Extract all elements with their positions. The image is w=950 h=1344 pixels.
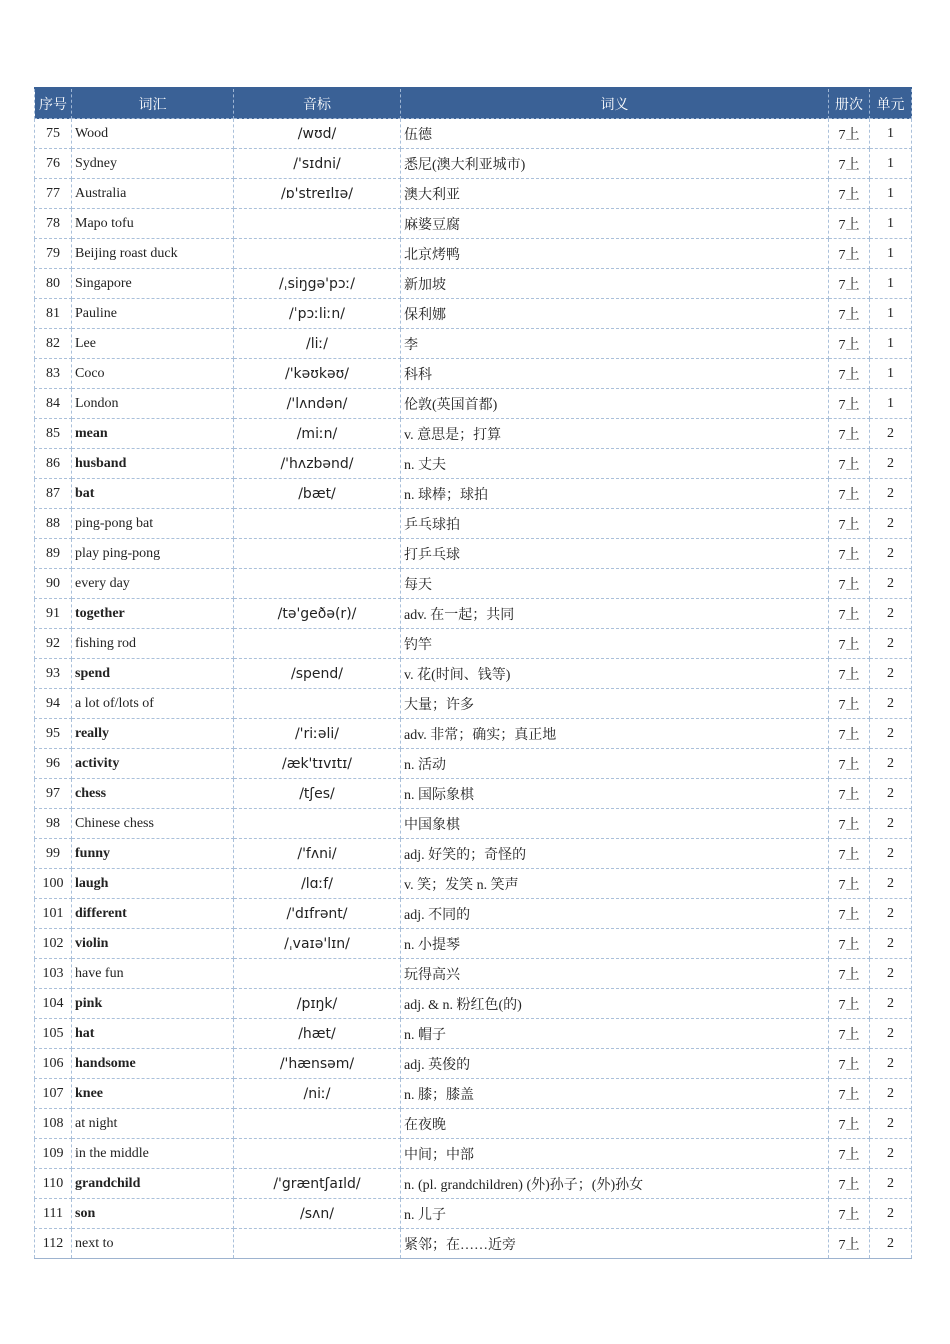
row-meaning: adj. 不同的 xyxy=(401,899,829,929)
row-unit: 2 xyxy=(870,599,912,629)
row-phonetic: /lɑːf/ xyxy=(234,869,401,899)
row-meaning: 钓竿 xyxy=(401,629,829,659)
row-phonetic xyxy=(234,959,401,989)
table-row xyxy=(35,1229,912,1259)
row-book: 7上 xyxy=(829,389,870,419)
row-number: 111 xyxy=(35,1199,72,1229)
row-unit: 1 xyxy=(870,329,912,359)
row-meaning: 新加坡 xyxy=(401,269,829,299)
row-phonetic: /'græntʃaɪld/ xyxy=(234,1169,401,1199)
row-number: 91 xyxy=(35,599,72,629)
table-row xyxy=(35,119,912,149)
row-phonetic: /tə'geðə(r)/ xyxy=(234,599,401,629)
table-row xyxy=(35,1079,912,1109)
row-number: 97 xyxy=(35,779,72,809)
row-meaning: v. 花(时间、钱等) xyxy=(401,659,829,689)
row-phonetic: /æk'tɪvɪtɪ/ xyxy=(234,749,401,779)
table-row xyxy=(35,1049,912,1079)
row-word: bat xyxy=(72,479,234,509)
row-number: 101 xyxy=(35,899,72,929)
row-number: 106 xyxy=(35,1049,72,1079)
row-phonetic: /spend/ xyxy=(234,659,401,689)
header-unit: 单元 xyxy=(870,88,912,119)
row-word: Beijing roast duck xyxy=(72,239,234,269)
table-row xyxy=(35,599,912,629)
row-unit: 1 xyxy=(870,179,912,209)
table-row xyxy=(35,1199,912,1229)
row-word: Coco xyxy=(72,359,234,389)
row-number: 81 xyxy=(35,299,72,329)
row-number: 76 xyxy=(35,149,72,179)
row-number: 90 xyxy=(35,569,72,599)
row-unit: 2 xyxy=(870,929,912,959)
row-unit: 2 xyxy=(870,779,912,809)
row-meaning: 紧邻；在……近旁 xyxy=(401,1229,829,1259)
table-row xyxy=(35,419,912,449)
row-word: Wood xyxy=(72,119,234,149)
row-unit: 2 xyxy=(870,1229,912,1259)
row-meaning: 大量；许多 xyxy=(401,689,829,719)
table-row xyxy=(35,959,912,989)
row-meaning: adv. 在一起；共同 xyxy=(401,599,829,629)
row-word: mean xyxy=(72,419,234,449)
row-book: 7上 xyxy=(829,569,870,599)
row-book: 7上 xyxy=(829,989,870,1019)
row-word: Australia xyxy=(72,179,234,209)
row-book: 7上 xyxy=(829,959,870,989)
row-book: 7上 xyxy=(829,749,870,779)
row-book: 7上 xyxy=(829,269,870,299)
row-book: 7上 xyxy=(829,1169,870,1199)
row-number: 105 xyxy=(35,1019,72,1049)
row-number: 83 xyxy=(35,359,72,389)
row-word: Pauline xyxy=(72,299,234,329)
row-word: really xyxy=(72,719,234,749)
row-number: 77 xyxy=(35,179,72,209)
table-row xyxy=(35,299,912,329)
row-word: laugh xyxy=(72,869,234,899)
row-word: pink xyxy=(72,989,234,1019)
table-row xyxy=(35,779,912,809)
row-word: spend xyxy=(72,659,234,689)
row-unit: 1 xyxy=(870,269,912,299)
row-phonetic xyxy=(234,1109,401,1139)
row-number: 100 xyxy=(35,869,72,899)
row-meaning: 保利娜 xyxy=(401,299,829,329)
row-book: 7上 xyxy=(829,539,870,569)
row-word: together xyxy=(72,599,234,629)
row-word: Mapo tofu xyxy=(72,209,234,239)
row-unit: 2 xyxy=(870,1139,912,1169)
row-meaning: n. 小提琴 xyxy=(401,929,829,959)
row-number: 93 xyxy=(35,659,72,689)
row-unit: 2 xyxy=(870,959,912,989)
row-number: 95 xyxy=(35,719,72,749)
row-meaning: n. 活动 xyxy=(401,749,829,779)
row-phonetic: /ˈpɔːliːn/ xyxy=(234,299,401,329)
row-unit: 1 xyxy=(870,359,912,389)
row-meaning: adj. 英俊的 xyxy=(401,1049,829,1079)
row-number: 112 xyxy=(35,1229,72,1259)
row-word: hat xyxy=(72,1019,234,1049)
row-number: 89 xyxy=(35,539,72,569)
row-word: chess xyxy=(72,779,234,809)
row-phonetic: /'kəʊkəʊ/ xyxy=(234,359,401,389)
row-book: 7上 xyxy=(829,299,870,329)
table-row xyxy=(35,239,912,269)
row-meaning: n. 国际象棋 xyxy=(401,779,829,809)
row-word: a lot of/lots of xyxy=(72,689,234,719)
row-meaning: v. 笑；发笑 n. 笑声 xyxy=(401,869,829,899)
row-word: at night xyxy=(72,1109,234,1139)
row-word: knee xyxy=(72,1079,234,1109)
row-phonetic: /ɒ'streɪlɪə/ xyxy=(234,179,401,209)
row-phonetic: /niː/ xyxy=(234,1079,401,1109)
row-number: 84 xyxy=(35,389,72,419)
row-phonetic: /wʊd/ xyxy=(234,119,401,149)
row-book: 7上 xyxy=(829,779,870,809)
row-number: 109 xyxy=(35,1139,72,1169)
table-body xyxy=(35,119,912,1259)
row-book: 7上 xyxy=(829,1199,870,1229)
row-book: 7上 xyxy=(829,1019,870,1049)
row-unit: 2 xyxy=(870,449,912,479)
table-row xyxy=(35,749,912,779)
row-meaning: 科科 xyxy=(401,359,829,389)
row-meaning: n. 膝；膝盖 xyxy=(401,1079,829,1109)
row-meaning: n. 帽子 xyxy=(401,1019,829,1049)
row-phonetic xyxy=(234,509,401,539)
row-number: 80 xyxy=(35,269,72,299)
table-row xyxy=(35,1019,912,1049)
row-book: 7上 xyxy=(829,689,870,719)
row-number: 104 xyxy=(35,989,72,1019)
row-unit: 2 xyxy=(870,659,912,689)
header-number: 序号 xyxy=(35,88,72,119)
row-unit: 1 xyxy=(870,239,912,269)
row-phonetic xyxy=(234,809,401,839)
row-phonetic xyxy=(234,569,401,599)
row-word: fishing rod xyxy=(72,629,234,659)
row-unit: 2 xyxy=(870,1019,912,1049)
row-book: 7上 xyxy=(829,719,870,749)
row-word: Singapore xyxy=(72,269,234,299)
table-row xyxy=(35,389,912,419)
table-row xyxy=(35,539,912,569)
row-book: 7上 xyxy=(829,1049,870,1079)
row-meaning: 在夜晚 xyxy=(401,1109,829,1139)
row-meaning: n. (pl. grandchildren) (外)孙子；(外)孙女 xyxy=(401,1169,829,1199)
row-unit: 2 xyxy=(870,1049,912,1079)
row-meaning: n. 球棒；球拍 xyxy=(401,479,829,509)
row-word: Sydney xyxy=(72,149,234,179)
row-word: son xyxy=(72,1199,234,1229)
table-row xyxy=(35,149,912,179)
header-meaning: 词义 xyxy=(401,88,829,119)
row-unit: 1 xyxy=(870,119,912,149)
row-meaning: 每天 xyxy=(401,569,829,599)
row-unit: 2 xyxy=(870,569,912,599)
row-unit: 2 xyxy=(870,749,912,779)
row-word: in the middle xyxy=(72,1139,234,1169)
table-row xyxy=(35,899,912,929)
row-meaning: v. 意思是；打算 xyxy=(401,419,829,449)
row-phonetic: /'hʌzbənd/ xyxy=(234,449,401,479)
row-book: 7上 xyxy=(829,629,870,659)
row-meaning: adj. & n. 粉红色(的) xyxy=(401,989,829,1019)
table-row xyxy=(35,659,912,689)
row-book: 7上 xyxy=(829,149,870,179)
header-book: 册次 xyxy=(829,88,870,119)
row-unit: 2 xyxy=(870,539,912,569)
row-number: 108 xyxy=(35,1109,72,1139)
table-row xyxy=(35,929,912,959)
row-book: 7上 xyxy=(829,179,870,209)
row-meaning: 李 xyxy=(401,329,829,359)
row-number: 99 xyxy=(35,839,72,869)
row-unit: 1 xyxy=(870,149,912,179)
row-book: 7上 xyxy=(829,809,870,839)
row-word: activity xyxy=(72,749,234,779)
row-number: 103 xyxy=(35,959,72,989)
table-row xyxy=(35,569,912,599)
table-row xyxy=(35,509,912,539)
table-row xyxy=(35,1169,912,1199)
row-phonetic xyxy=(234,1139,401,1169)
row-phonetic: /ˌvaɪə'lɪn/ xyxy=(234,929,401,959)
row-book: 7上 xyxy=(829,839,870,869)
row-meaning: adj. 好笑的；奇怪的 xyxy=(401,839,829,869)
row-book: 7上 xyxy=(829,899,870,929)
row-number: 87 xyxy=(35,479,72,509)
row-word: play ping-pong xyxy=(72,539,234,569)
row-number: 82 xyxy=(35,329,72,359)
row-meaning: n. 儿子 xyxy=(401,1199,829,1229)
row-meaning: 中间；中部 xyxy=(401,1139,829,1169)
row-meaning: 玩得高兴 xyxy=(401,959,829,989)
row-meaning: 乒乓球拍 xyxy=(401,509,829,539)
row-phonetic xyxy=(234,539,401,569)
row-phonetic: /miːn/ xyxy=(234,419,401,449)
table-row xyxy=(35,719,912,749)
row-number: 107 xyxy=(35,1079,72,1109)
table-row xyxy=(35,839,912,869)
table-row xyxy=(35,449,912,479)
row-book: 7上 xyxy=(829,1229,870,1259)
row-word: Chinese chess xyxy=(72,809,234,839)
row-unit: 2 xyxy=(870,899,912,929)
row-unit: 2 xyxy=(870,479,912,509)
row-meaning: adv. 非常；确实；真正地 xyxy=(401,719,829,749)
header-word: 词汇 xyxy=(72,88,234,119)
row-phonetic: /liː/ xyxy=(234,329,401,359)
row-book: 7上 xyxy=(829,419,870,449)
row-book: 7上 xyxy=(829,1079,870,1109)
row-unit: 2 xyxy=(870,1079,912,1109)
table-row xyxy=(35,1139,912,1169)
row-word: handsome xyxy=(72,1049,234,1079)
row-book: 7上 xyxy=(829,1109,870,1139)
row-unit: 2 xyxy=(870,1169,912,1199)
table-row xyxy=(35,479,912,509)
row-word: funny xyxy=(72,839,234,869)
row-unit: 1 xyxy=(870,209,912,239)
row-number: 78 xyxy=(35,209,72,239)
row-word: different xyxy=(72,899,234,929)
row-unit: 2 xyxy=(870,689,912,719)
row-unit: 2 xyxy=(870,719,912,749)
row-unit: 2 xyxy=(870,839,912,869)
row-phonetic: /'sɪdni/ xyxy=(234,149,401,179)
row-book: 7上 xyxy=(829,329,870,359)
row-book: 7上 xyxy=(829,209,870,239)
row-phonetic xyxy=(234,689,401,719)
row-book: 7上 xyxy=(829,479,870,509)
row-phonetic: /'lʌndən/ xyxy=(234,389,401,419)
row-meaning: 澳大利亚 xyxy=(401,179,829,209)
row-phonetic: /tʃes/ xyxy=(234,779,401,809)
row-book: 7上 xyxy=(829,599,870,629)
row-unit: 1 xyxy=(870,299,912,329)
row-word: husband xyxy=(72,449,234,479)
table-row xyxy=(35,869,912,899)
row-phonetic: /'riːəli/ xyxy=(234,719,401,749)
row-word: next to xyxy=(72,1229,234,1259)
table-row xyxy=(35,989,912,1019)
row-meaning: 伦敦(英国首都) xyxy=(401,389,829,419)
row-unit: 2 xyxy=(870,869,912,899)
row-phonetic: /hæt/ xyxy=(234,1019,401,1049)
row-phonetic: /'fʌni/ xyxy=(234,839,401,869)
table-row xyxy=(35,689,912,719)
row-word: Lee xyxy=(72,329,234,359)
table-row xyxy=(35,209,912,239)
row-phonetic: /ˌsiŋgə'pɔː/ xyxy=(234,269,401,299)
row-phonetic: /bæt/ xyxy=(234,479,401,509)
table-row xyxy=(35,269,912,299)
row-phonetic xyxy=(234,629,401,659)
row-number: 88 xyxy=(35,509,72,539)
row-word: ping-pong bat xyxy=(72,509,234,539)
row-unit: 2 xyxy=(870,1109,912,1139)
row-phonetic: /sʌn/ xyxy=(234,1199,401,1229)
row-book: 7上 xyxy=(829,929,870,959)
row-phonetic: /'hænsəm/ xyxy=(234,1049,401,1079)
row-number: 79 xyxy=(35,239,72,269)
row-number: 85 xyxy=(35,419,72,449)
row-unit: 2 xyxy=(870,989,912,1019)
row-number: 94 xyxy=(35,689,72,719)
row-book: 7上 xyxy=(829,1139,870,1169)
row-phonetic: /pɪŋk/ xyxy=(234,989,401,1019)
row-word: London xyxy=(72,389,234,419)
row-word: grandchild xyxy=(72,1169,234,1199)
table-row xyxy=(35,629,912,659)
row-unit: 2 xyxy=(870,809,912,839)
row-meaning: 打乒乓球 xyxy=(401,539,829,569)
row-number: 86 xyxy=(35,449,72,479)
row-book: 7上 xyxy=(829,239,870,269)
row-word: violin xyxy=(72,929,234,959)
row-meaning: 北京烤鸭 xyxy=(401,239,829,269)
row-meaning: 伍德 xyxy=(401,119,829,149)
table-row xyxy=(35,809,912,839)
row-phonetic xyxy=(234,1229,401,1259)
row-unit: 1 xyxy=(870,389,912,419)
row-number: 92 xyxy=(35,629,72,659)
row-book: 7上 xyxy=(829,119,870,149)
row-unit: 2 xyxy=(870,509,912,539)
row-number: 98 xyxy=(35,809,72,839)
table-row xyxy=(35,179,912,209)
row-book: 7上 xyxy=(829,869,870,899)
row-word: have fun xyxy=(72,959,234,989)
row-phonetic xyxy=(234,239,401,269)
row-book: 7上 xyxy=(829,509,870,539)
row-meaning: 悉尼(澳大利亚城市) xyxy=(401,149,829,179)
row-book: 7上 xyxy=(829,359,870,389)
header-phonetic: 音标 xyxy=(234,88,401,119)
row-phonetic xyxy=(234,209,401,239)
table-row xyxy=(35,359,912,389)
row-number: 96 xyxy=(35,749,72,779)
table-row xyxy=(35,1109,912,1139)
vocabulary-table xyxy=(34,87,912,1259)
row-number: 102 xyxy=(35,929,72,959)
vocabulary-sheet xyxy=(34,87,912,1259)
row-number: 110 xyxy=(35,1169,72,1199)
row-unit: 2 xyxy=(870,419,912,449)
row-unit: 2 xyxy=(870,1199,912,1229)
row-number: 75 xyxy=(35,119,72,149)
table-row xyxy=(35,329,912,359)
row-meaning: n. 丈夫 xyxy=(401,449,829,479)
row-book: 7上 xyxy=(829,449,870,479)
row-word: every day xyxy=(72,569,234,599)
row-meaning: 麻婆豆腐 xyxy=(401,209,829,239)
row-unit: 2 xyxy=(870,629,912,659)
row-meaning: 中国象棋 xyxy=(401,809,829,839)
table-header-row xyxy=(35,88,912,119)
row-book: 7上 xyxy=(829,659,870,689)
row-phonetic: /'dɪfrənt/ xyxy=(234,899,401,929)
